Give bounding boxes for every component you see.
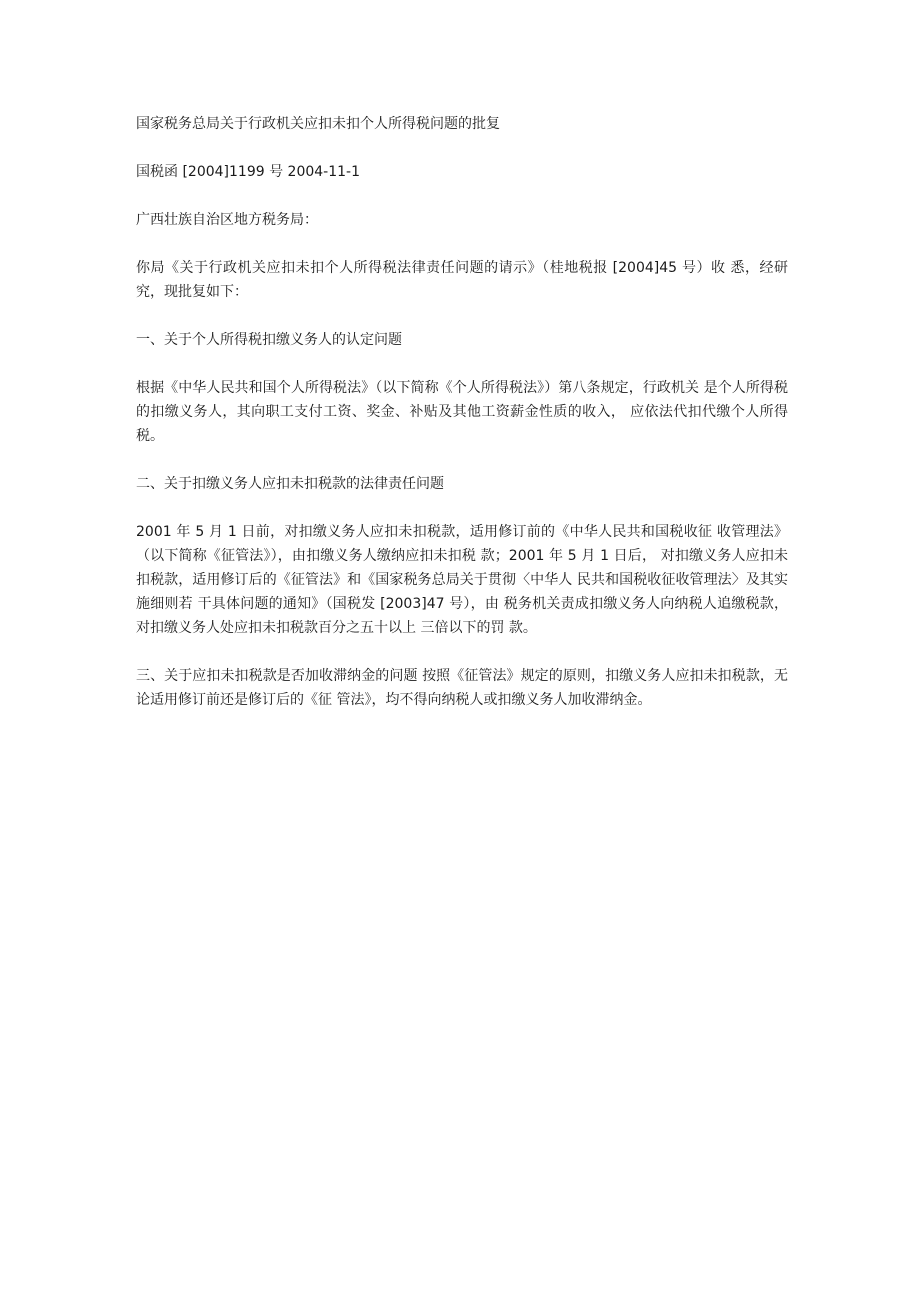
addressee: 广西壮族自治区地方税务局：	[136, 212, 318, 228]
intro-paragraph: 你局《关于行政机关应扣未扣个人所得税法律责任问题的请示》（桂地税报 [2004]45 号）收 悉，经研究，现批复如下：	[136, 260, 788, 300]
section-1-heading: 一、关于个人所得税扣缴义务人的认定问题	[136, 332, 402, 348]
document-body	[136, 112, 788, 736]
section-1-body: 根据《中华人民共和国个人所得税法》（以下简称《个人所得税法》）第八条规定，行政机关 是个人所得税的扣缴义务人，其向职工支付工资、奖金、补贴及其他工资薪金性质的收入， 应依法代扣代缴个人所得税。	[136, 380, 788, 444]
section-3-paragraph: 三、关于应扣未扣税款是否加收滞纳金的问题 按照《征管法》规定的原则，扣缴义务人应扣未扣税款，无论适用修订前还是修订后的《征 管法》，均不得向纳税人或扣缴义务人加收滞纳金。	[136, 668, 788, 708]
section-2-heading: 二、关于扣缴义务人应扣未扣税款的法律责任问题	[136, 476, 444, 492]
section-2-body: 2001 年 5 月 1 日前，对扣缴义务人应扣未扣税款，适用修订前的《中华人民共和国税收征 收管理法》（以下简称《征管法》），由扣缴义务人缴纳应扣未扣税 款；2001 年 5 月 1 日后， 对扣缴义务人应扣未扣税款，适用修订后的《征管法》和《国家税务总局关于贯彻〈中华人 民共和国税收征收管理法〉及其实施细则若 干具体问题的通知》（国税发 [2003]47 号），由 税务机关责成扣缴义务人向纳税人追缴税款， 对扣缴义务人处应扣未扣税款百分之五十以上 三倍以下的罚 款。	[136, 524, 788, 636]
document-number: 国税函 [2004]1199 号 2004-11-1	[136, 164, 360, 180]
document-title: 国家税务总局关于行政机关应扣未扣个人所得税问题的批复	[136, 116, 500, 132]
